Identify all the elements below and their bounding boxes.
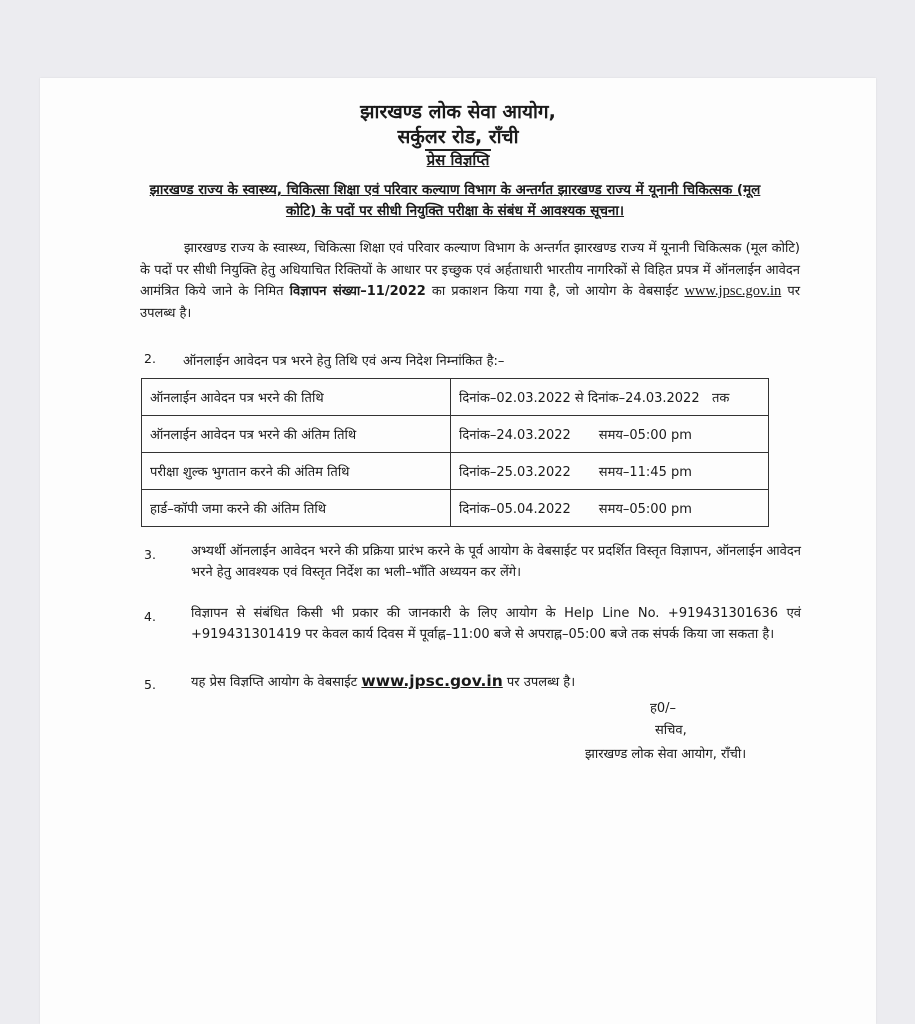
signatory-designation: सचिव, (655, 723, 687, 738)
schedule-label: ऑनलाईन आवेदन पत्र भरने की तिथि (142, 379, 451, 416)
document-page: झारखण्ड लोक सेवा आयोग, सर्कुलर रोड, राँची प्रेस विज्ञप्ति झारखण्ड राज्य के स्वास्थ्य, चिकित्सा शिक्षा एवं परिवार कल्याण विभाग के अन्तर्गत झारखण्ड राज्य में यूनानी चिकित्सक (मूल कोटि) के पदों पर सीधी नियुक्ति परीक्षा के संबंध में आवश्यक सूचना। झारखण्ड राज्य के स्वास्थ्य, चिकित्सा शिक्षा एवं परिवार कल्याण विभाग के अन्तर्गत झारखण्ड राज्य में यूनानी चिकित्सक (मूल कोटि) के पदों पर सीधी नियुक्ति हेतु अधियाचित रिक्तियों के आधार पर इच्छुक एवं अर्हताधारी भारतीय नागरिकों से विहित प्रपत्र में ऑनलाईन आवेदन आमंत्रित किये जाने के निमित विज्ञापन संख्या–11/2022 का प्रकाशन किया गया है, जो आयोग के वेबसाईट www.jpsc.gov.in पर उपलब्ध है। 2. ऑनलाईन आवेदन पत्र भरने हेतु तिथि एवं अन्य निदेश निम्नांकित है:– ऑनलाईन आवेदन पत्र भरने की तिथि दिनांक–02.03.2022 से दिनांक–24.03.2022 तक ऑनलाईन आवेदन पत्र भरने की अंतिम तिथि दिनांक–24.03.2022 समय–05:00 pm परीक्षा शुल्क भुगतान करने की अंतिम तिथि दिनांक–25.03.2022 समय–11:45 pm हार्ड–कॉपी जमा करने की अंतिम तिथि दिनांक–05.04.2022 समय–05:00 pm 3. अभ्यर्थी ऑनलाईन आवेदन भरने की प्रक्रिया प्रारंभ करने के पूर्व आयोग के वेबसाईट पर प्रदर्शित विस्तृत विज्ञापन, ऑनलाईन आवेदन भरने हेतु आवश्यक एवं विस्तृत निर्देश का भली–भाँति अध्ययन कर लेंगे। 4. विज्ञापन से संबंधित किसी भी प्रकार की जानकारी के लिए आयोग के Help Line No. +919431301636 एवं +919431301419 पर केवल कार्य दिवस में पूर्वाह्न–11:00 बजे से अपराह्न–05:00 बजे तक संपर्क किया जा सकता है। 5. यह प्रेस विज्ञप्ति आयोग के वेबसाईट www.jpsc.gov.in पर उपलब्ध है। ह0/– सचिव, झारखण्ड लोक सेवा आयोग, राँची। (40, 78, 876, 1024)
intro-paragraph: झारखण्ड राज्य के स्वास्थ्य, चिकित्सा शिक्षा एवं परिवार कल्याण विभाग के अन्तर्गत झारखण्ड राज्य में यूनानी चिकित्सक (मूल कोटि) के पदों पर सीधी नियुक्ति हेतु अधियाचित रिक्तियों के आधार पर इच्छुक एवं अर्हताधारी भारतीय नागरिकों से विहित प्रपत्र में ऑनलाईन आवेदन आमंत्रित किये जाने के निमित विज्ञापन संख्या–11/2022 का प्रकाशन किया गया है, जो आयोग के वेबसाईट www.jpsc.gov.in पर उपलब्ध है। (140, 241, 801, 321)
notice-subject: झारखण्ड राज्य के स्वास्थ्य, चिकित्सा शिक्षा एवं परिवार कल्याण विभाग के अन्तर्गत झारखण्ड राज्य में यूनानी चिकित्सक (मूल कोटि) के पदों पर सीधी नियुक्ति परीक्षा के संबंध में आवश्यक सूचना। (149, 182, 761, 219)
table-row (142, 453, 769, 490)
schedule-table (141, 378, 769, 527)
website-link[interactable]: www.jpsc.gov.in (361, 672, 503, 690)
schedule-date: दिनांक–05.04.2022 समय–05:00 pm (451, 490, 769, 527)
advertisement-number: विज्ञापन संख्या–11/2022 (289, 284, 426, 299)
schedule-label: हार्ड–कॉपी जमा करने की अंतिम तिथि (142, 490, 451, 527)
table-row (142, 416, 769, 453)
table-row (142, 490, 769, 527)
signature-mark: ह0/– (650, 701, 677, 716)
schedule-date: दिनांक–02.03.2022 से दिनांक–24.03.2022 तक (451, 379, 769, 416)
signatory-office: झारखण्ड लोक सेवा आयोग, राँची। (585, 747, 747, 762)
table-row (142, 379, 769, 416)
organization-address: सर्कुलर रोड, राँची (397, 126, 519, 148)
schedule-label: ऑनलाईन आवेदन पत्र भरने की अंतिम तिथि (142, 416, 451, 453)
schedule-date: दिनांक–25.03.2022 समय–11:45 pm (451, 453, 769, 490)
schedule-date: दिनांक–24.03.2022 समय–05:00 pm (451, 416, 769, 453)
press-release-title: प्रेस विज्ञप्ति (426, 151, 490, 169)
website-link[interactable]: www.jpsc.gov.in (684, 283, 782, 299)
organization-name: झारखण्ड लोक सेवा आयोग, (360, 101, 556, 123)
schedule-label: परीक्षा शुल्क भुगतान करने की अंतिम तिथि (142, 453, 451, 490)
